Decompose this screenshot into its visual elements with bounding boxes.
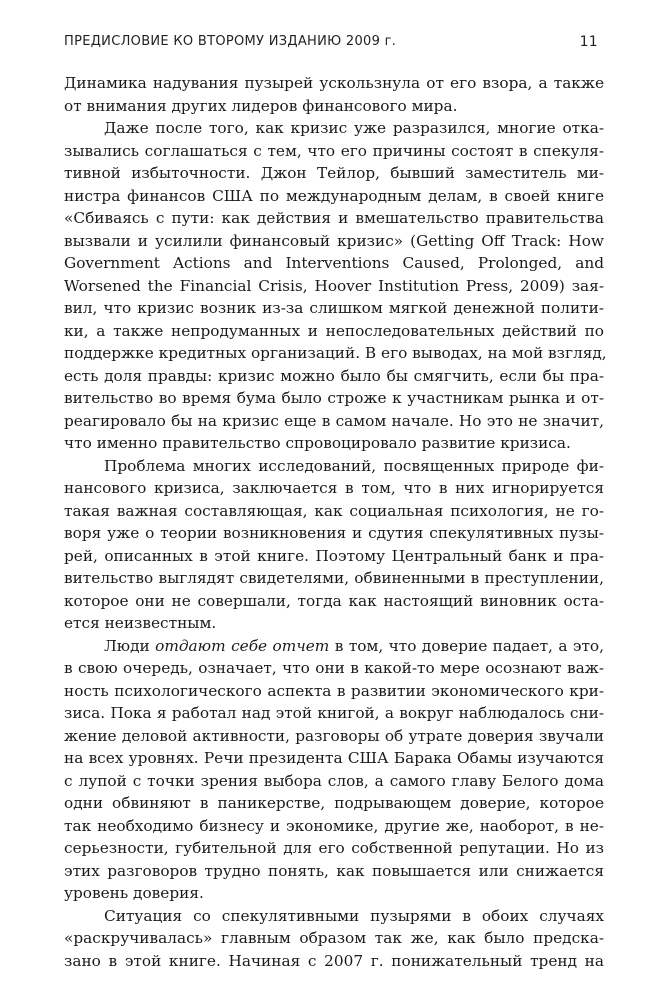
text-line: тивной избыточности. Джон Тейлор, бывший заместитель ми-	[64, 164, 604, 182]
text-line: вительство выглядят свидетелями, обвиненными в преступлении,	[64, 569, 604, 587]
text-line: Worsened the Financial Crisis, Hoover Institution Press, 2009) зая-	[64, 276, 604, 295]
text-line: Даже после того, как кризис уже разразился, многие отка-	[104, 119, 604, 137]
text-line: Ситуация со спекулятивными пузырями в обоих случаях	[104, 906, 604, 925]
chapter-running-title: ПРЕДИСЛОВИЕ КО ВТОРОМУ ИЗДАНИЮ 2009 г.	[64, 34, 397, 49]
text-line: есть доля правды: кризис можно было бы смягчить, если бы пра-	[64, 366, 604, 385]
page-number: 11	[579, 34, 598, 50]
text-line: на всех уровнях. Речи президента США Барака Обамы изучаются	[64, 749, 604, 767]
paragraph-1	[64, 72, 604, 117]
body-text	[64, 72, 607, 972]
text-line: вил, что кризис возник из-за слишком мягкой денежной полити-	[64, 299, 604, 317]
text-line: такая важная составляющая, как социальная психология, не го-	[64, 501, 604, 520]
paragraph-5	[64, 905, 604, 973]
text-line: что именно правительство спровоцировало развитие кризиса.	[64, 434, 571, 452]
text-line: «раскручивалась» главным образом так же, как было предска-	[64, 929, 604, 947]
text-line: Government Actions and Interventions Caused, Prolonged, and	[64, 254, 604, 272]
text-line: поддержке кредитных организаций. В его выводах, на мой взгляд,	[64, 344, 607, 362]
text-line: Проблема многих исследований, посвященных природе фи-	[104, 456, 604, 475]
text-line	[64, 635, 604, 658]
text-line: зиса. Пока я работал над этой книгой, а вокруг наблюдалось сни-	[64, 704, 604, 722]
paragraph-2	[64, 117, 607, 455]
text-line: от внимания других лидеров финансового мира.	[64, 96, 458, 115]
text-line: в свою очередь, означает, что они в какой-то мере осознают важ-	[64, 659, 604, 677]
text-line: зывались соглашаться с тем, что его причины состоят в спекуля-	[64, 141, 604, 160]
text-line: так необходимо бизнесу и экономике, другие же, наоборот, в не-	[64, 816, 604, 835]
text-line: зано в этой книге. Начиная с 2007 г. понижательный тренд на	[64, 951, 604, 970]
paragraph-4	[64, 635, 604, 905]
running-header	[64, 34, 604, 56]
text-line: ки, а также непродуманных и непоследовательных действий по	[64, 321, 604, 340]
text-line: которое они не совершали, тогда как настоящий виновник оста-	[64, 591, 604, 610]
text-line: жение деловой активности, разговоры об утрате доверия звучали	[64, 726, 604, 745]
text-line: реагировало бы на кризис еще в самом начале. Но это не значит,	[64, 411, 604, 430]
text-run: в том, что доверие падает, а это,	[329, 636, 605, 655]
text-line: нистра финансов США по международным делам, в своей книге	[64, 186, 604, 205]
text-line: ется неизвестным.	[64, 614, 217, 632]
text-line: воря уже о теории возникновения и сдутия спекулятивных пузы-	[64, 524, 604, 542]
text-line: уровень доверия.	[64, 884, 204, 902]
text-line: ность психологического аспекта в развитии экономического кри-	[64, 681, 604, 700]
text-line: Динамика надувания пузырей ускользнула от его взора, а также	[64, 74, 604, 92]
text-line: серьезности, губительной для его собственной репутации. Но из	[64, 839, 604, 857]
text-line: вызвали и усилили финансовый кризис» (Getting Off Track: How	[64, 231, 604, 250]
text-line: рей, описанных в этой книге. Поэтому Центральный банк и пра-	[64, 546, 604, 565]
text-line: с лупой с точки зрения выбора слов, а самого главу Белого дома	[64, 771, 604, 790]
text-line: «Сбиваясь с пути: как действия и вмешательство правительства	[64, 209, 604, 227]
text-run: Люди	[104, 636, 156, 655]
text-line: вительство во время бума было строже к участникам рынка и от-	[64, 389, 604, 407]
text-line: одни обвиняют в паникерстве, подрывающем доверие, которое	[64, 794, 604, 812]
text-line: этих разговоров трудно понять, как повышается или снижается	[64, 861, 604, 880]
text-line: нансового кризиса, заключается в том, что в них игнорируется	[64, 479, 604, 497]
italic-phrase: отдают себе отчет	[155, 636, 330, 655]
paragraph-3	[64, 455, 604, 635]
